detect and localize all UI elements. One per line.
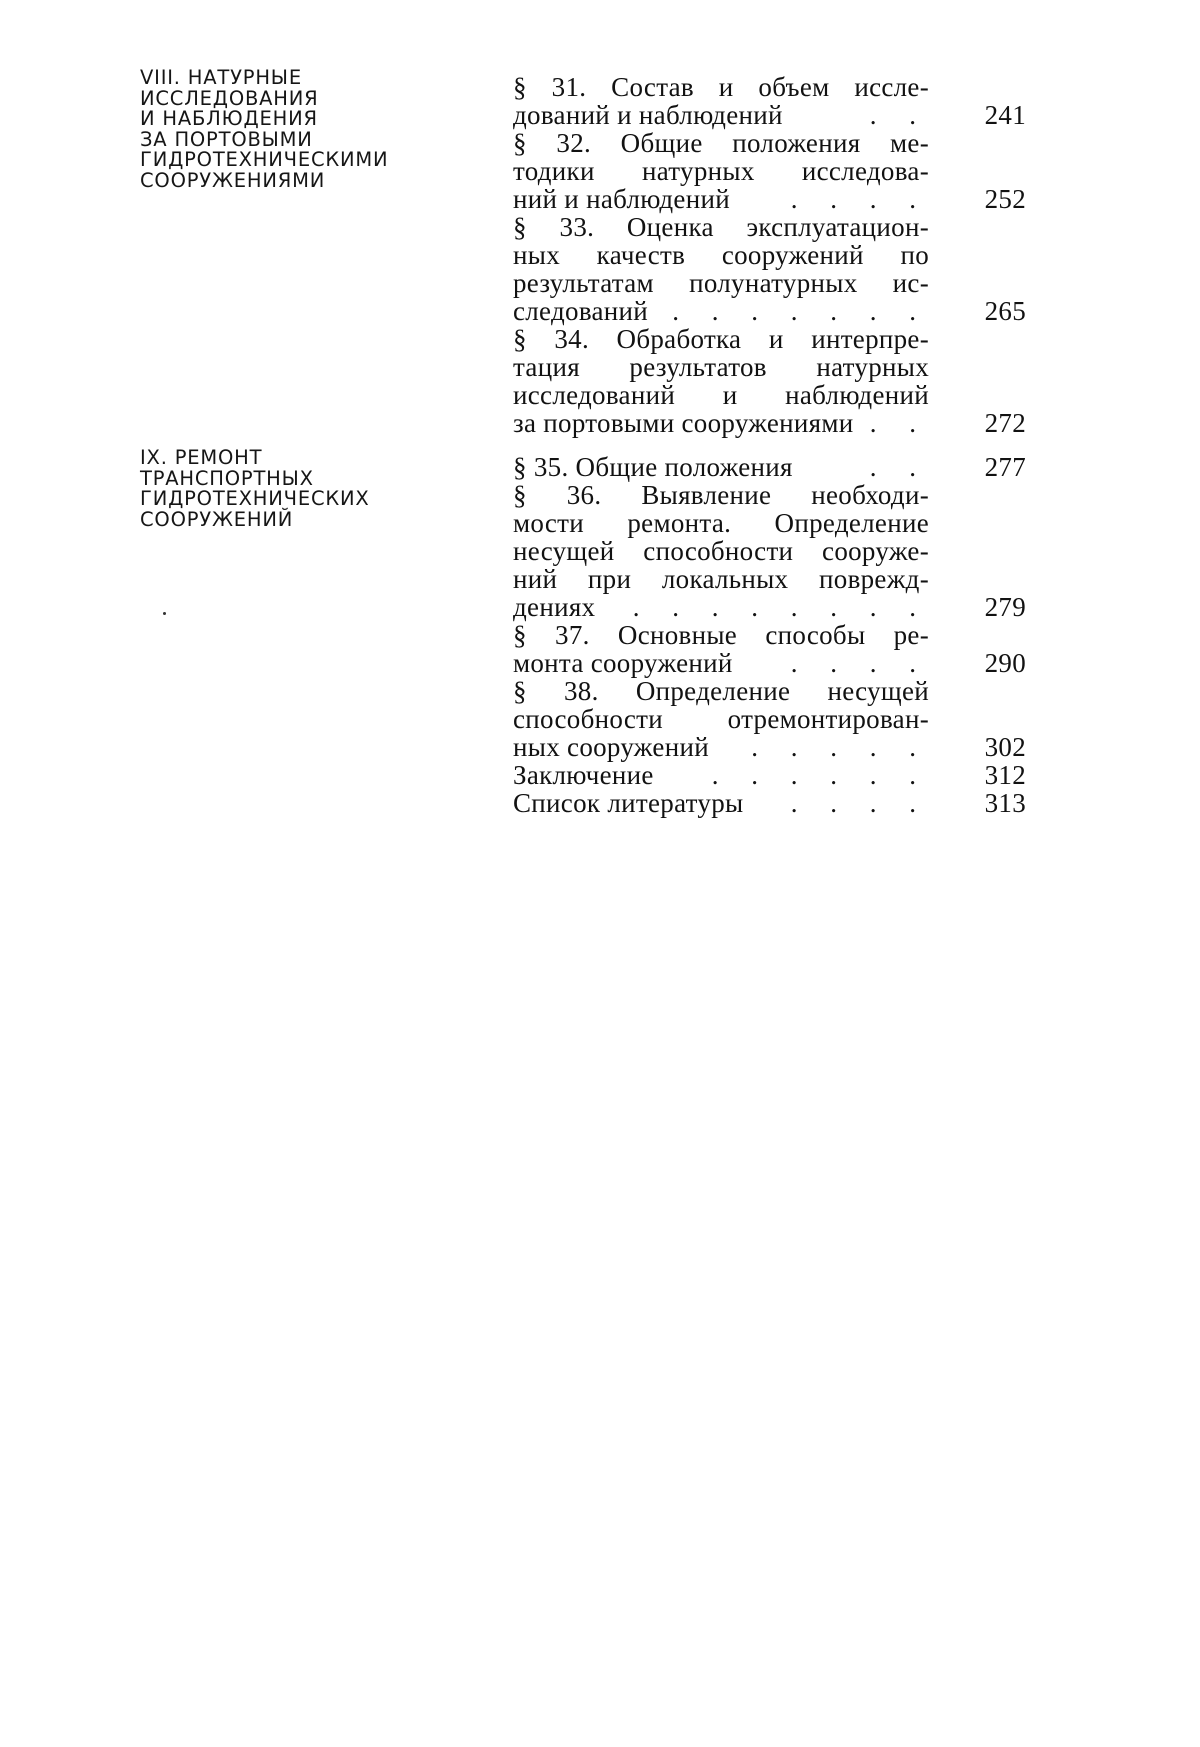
toc-entry-line: ных качеств сооружений по bbox=[513, 240, 929, 270]
toc-entry-line: результатам полунатурных ис- bbox=[513, 268, 929, 298]
leader-dots: . . . . . . . . bbox=[632, 592, 929, 622]
leader-dots: . . bbox=[869, 452, 929, 482]
chapter-heading-line: СООРУЖЕНИЙ bbox=[140, 507, 294, 531]
leader-dots: . . bbox=[869, 408, 929, 438]
toc-entry-line: § 36. Выявление необходи- bbox=[513, 480, 929, 510]
chapter-heading-line: ИССЛЕДОВАНИЯ bbox=[140, 86, 319, 110]
toc-entry-line: § 33. Оценка эксплуатацион- bbox=[513, 212, 929, 242]
toc-page-number: 312 bbox=[984, 760, 1026, 790]
toc-entry-line: § 35. Общие положения . . bbox=[513, 452, 929, 482]
chapter-heading-line: IX. РЕМОНТ bbox=[140, 446, 263, 469]
leader-dots: . . . . bbox=[790, 184, 929, 214]
toc-entry-line: § 37. Основные способы ре- bbox=[513, 620, 929, 650]
chapter-heading-line: VIII. НАТУРНЫЕ bbox=[140, 66, 302, 89]
toc-entry-line: § 32. Общие положения ме- bbox=[513, 128, 929, 158]
toc-entry-line: § 31. Состав и объем иссле- bbox=[513, 72, 929, 102]
toc-entry-line: несущей способности сооруже- bbox=[513, 536, 929, 566]
leader-dots: . . . . . . bbox=[711, 760, 929, 790]
toc-page-number: 265 bbox=[984, 296, 1026, 326]
leader-dots: . . bbox=[869, 100, 929, 130]
scan-speck bbox=[163, 612, 166, 615]
toc-entry-line: следований . . . . . . . bbox=[513, 296, 929, 326]
toc-entry-line: дований и наблюдений . . bbox=[513, 100, 929, 130]
toc-page-number: 313 bbox=[984, 788, 1026, 818]
chapter-heading-line: И НАБЛЮДЕНИЯ bbox=[140, 107, 318, 130]
toc-entry-line: ний при локальных поврежд- bbox=[513, 564, 929, 594]
chapter-heading-line: ГИДРОТЕХНИЧЕСКИХ bbox=[140, 487, 370, 510]
leader-dots: . . . . bbox=[790, 648, 929, 678]
toc-entry-line: ний и наблюдений . . . . bbox=[513, 184, 929, 214]
toc-entry-line: § 38. Определение несущей bbox=[513, 676, 929, 706]
toc-page-number: 302 bbox=[984, 732, 1026, 762]
toc-entry-line: мости ремонта. Определение bbox=[513, 508, 929, 538]
leader-dots: . . . . . . . bbox=[672, 296, 929, 326]
toc-page-number: 252 bbox=[984, 184, 1026, 214]
toc-entry-line: монта сооружений . . . . bbox=[513, 648, 929, 678]
chapter-heading-line: ТРАНСПОРТНЫХ bbox=[140, 466, 314, 490]
toc-page-number: 279 bbox=[984, 592, 1026, 622]
chapter-heading-line: ГИДРОТЕХНИЧЕСКИМИ bbox=[140, 148, 389, 171]
toc-page-number: 290 bbox=[984, 648, 1026, 678]
toc-page-number: 272 bbox=[984, 408, 1026, 438]
toc-entry-line: тация результатов натурных bbox=[513, 352, 929, 382]
toc-entry-line: Список литературы . . . . bbox=[513, 788, 929, 818]
toc-entry-line: исследований и наблюдений bbox=[513, 380, 929, 410]
chapter-heading-line: СООРУЖЕНИЯМИ bbox=[140, 168, 326, 192]
leader-dots: . . . . bbox=[790, 788, 929, 818]
leader-dots: . . . . . bbox=[751, 732, 929, 762]
chapter-heading-line: ЗА ПОРТОВЫМИ bbox=[140, 127, 313, 151]
toc-entry-line: ных сооружений . . . . . bbox=[513, 732, 929, 762]
toc-entry-line: за портовыми сооружениями . . bbox=[513, 408, 929, 438]
toc-page-number: 241 bbox=[984, 100, 1026, 130]
toc-page-number: 277 bbox=[984, 452, 1026, 482]
toc-entry-line: § 34. Обработка и интерпре- bbox=[513, 324, 929, 354]
chapter-heading-viii bbox=[140, 68, 480, 191]
toc-entry-line: дениях . . . . . . . . bbox=[513, 592, 929, 622]
chapter-heading-ix bbox=[140, 448, 480, 530]
toc-entry-line: тодики натурных исследова- bbox=[513, 156, 929, 186]
toc-entry-line: Заключение . . . . . . bbox=[513, 760, 929, 790]
toc-entry-line: способности отремонтирован- bbox=[513, 704, 929, 734]
